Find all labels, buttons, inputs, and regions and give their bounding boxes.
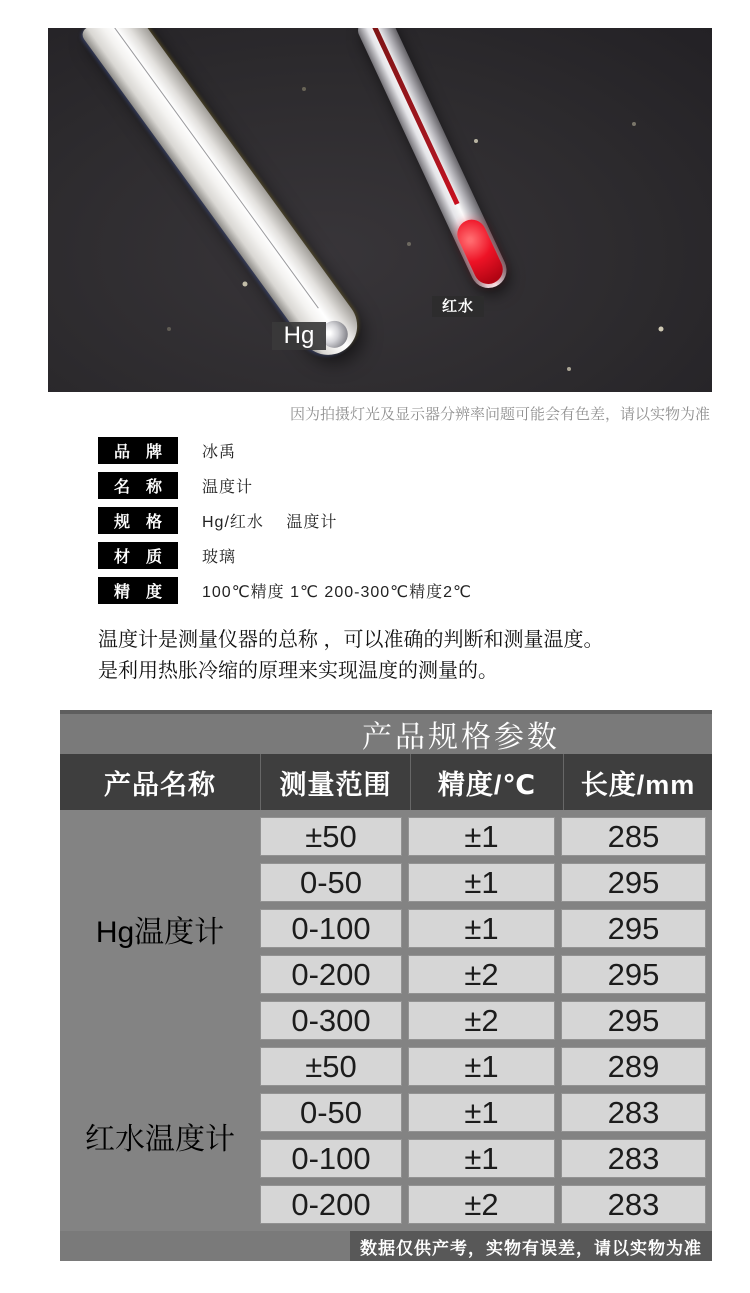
range-cell: ±50 bbox=[260, 817, 402, 856]
range-cell: 0-200 bbox=[260, 955, 402, 994]
hg-label: Hg bbox=[272, 322, 326, 350]
background-speckles bbox=[48, 28, 50, 30]
description-line: 温度计是测量仪器的总称 ，可以准确的判断和测量温度。 bbox=[98, 629, 604, 651]
range-cell: 0-50 bbox=[260, 863, 402, 902]
range-cell: 0-300 bbox=[260, 1001, 402, 1040]
attribute-value: 玻璃 bbox=[202, 549, 237, 566]
red-water-label: 红水 bbox=[432, 296, 484, 317]
product-photo bbox=[48, 28, 712, 392]
product-detail-page bbox=[0, 28, 750, 1293]
attribute-value: Hg/红水 温度计 bbox=[202, 514, 338, 531]
precision-cell: ±1 bbox=[408, 1093, 555, 1132]
precision-cell: ±2 bbox=[408, 955, 555, 994]
precision-cell: ±2 bbox=[408, 1185, 555, 1224]
length-cell: 295 bbox=[561, 1001, 706, 1040]
precision-cell: ±1 bbox=[408, 863, 555, 902]
length-cell: 295 bbox=[561, 863, 706, 902]
attribute-label: 品 牌 bbox=[98, 437, 178, 464]
range-cell: 0-100 bbox=[260, 909, 402, 948]
description-line: 是利用热胀冷缩的原理来实现温度的测量的。 bbox=[98, 660, 498, 682]
length-cell: 295 bbox=[561, 955, 706, 994]
spec-table bbox=[60, 710, 712, 1261]
thermometer-bore-line bbox=[105, 28, 319, 308]
red-liquid-bulb bbox=[453, 215, 508, 289]
length-cell: 283 bbox=[561, 1139, 706, 1178]
attribute-row bbox=[98, 577, 750, 604]
range-cell: 0-50 bbox=[260, 1093, 402, 1132]
red-water-thermometer-image bbox=[355, 28, 513, 294]
spec-table-footnote-bar bbox=[60, 1231, 712, 1261]
length-cell: 283 bbox=[561, 1093, 706, 1132]
red-liquid-column bbox=[368, 28, 459, 205]
attribute-label: 精 度 bbox=[98, 577, 178, 604]
spec-table-title: 产品规格参数 bbox=[60, 710, 712, 754]
attribute-row bbox=[98, 542, 750, 569]
product-name-cell: Hg温度计 bbox=[66, 817, 254, 1040]
spec-table-body bbox=[60, 810, 712, 1231]
attribute-row bbox=[98, 472, 750, 499]
spec-row bbox=[66, 1047, 706, 1086]
range-cell: 0-200 bbox=[260, 1185, 402, 1224]
attribute-row bbox=[98, 507, 750, 534]
precision-cell: ±1 bbox=[408, 1047, 555, 1086]
attribute-label: 名 称 bbox=[98, 472, 178, 499]
color-disclaimer: 因为拍摄灯光及显示器分辨率问题可能会有色差，请以实物为准 bbox=[289, 406, 710, 423]
range-cell: 0-100 bbox=[260, 1139, 402, 1178]
spec-column-header: 精度/℃ bbox=[410, 754, 563, 810]
spec-table-header bbox=[60, 754, 712, 810]
attribute-value: 冰禹 bbox=[202, 444, 237, 461]
attribute-value: 100℃精度 1℃ 200-300℃精度2℃ bbox=[202, 584, 472, 601]
length-cell: 285 bbox=[561, 817, 706, 856]
range-cell: ±50 bbox=[260, 1047, 402, 1086]
precision-cell: ±1 bbox=[408, 1139, 555, 1178]
attribute-label: 规 格 bbox=[98, 507, 178, 534]
spec-column-header: 产品名称 bbox=[104, 769, 216, 800]
spec-column-header: 长度/mm bbox=[563, 754, 712, 810]
precision-cell: ±2 bbox=[408, 1001, 555, 1040]
attribute-list bbox=[98, 437, 750, 604]
length-cell: 295 bbox=[561, 909, 706, 948]
mercury-thermometer-image bbox=[80, 28, 369, 366]
product-description bbox=[98, 625, 750, 687]
attribute-label: 材 质 bbox=[98, 542, 178, 569]
attribute-value: 温度计 bbox=[202, 479, 254, 496]
precision-cell: ±1 bbox=[408, 909, 555, 948]
product-name-cell: 红水温度计 bbox=[66, 1047, 254, 1224]
footnote-text: 数据仅供产考，实物有误差，请以实物为准 bbox=[350, 1231, 712, 1261]
spec-row bbox=[66, 817, 706, 856]
attribute-row bbox=[98, 437, 750, 464]
length-cell: 289 bbox=[561, 1047, 706, 1086]
precision-cell: ±1 bbox=[408, 817, 555, 856]
length-cell: 283 bbox=[561, 1185, 706, 1224]
spec-column-header: 测量范围 bbox=[260, 754, 410, 810]
